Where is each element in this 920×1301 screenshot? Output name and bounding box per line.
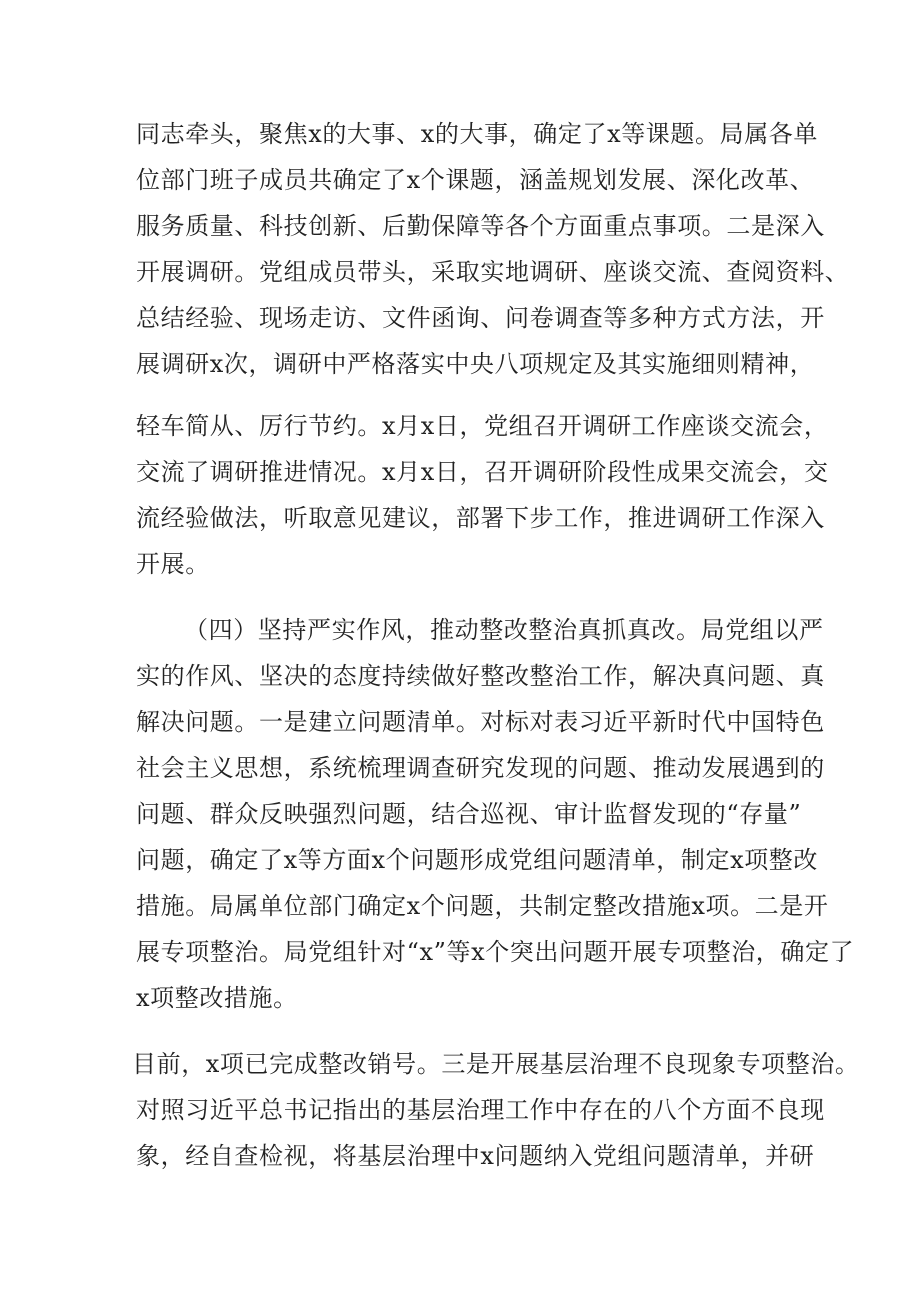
paragraph-1-line-10: 开展。	[136, 550, 210, 578]
paragraph-2-line-2: 实的作风、坚决的态度持续做好整改整治工作，解决真问题、真	[136, 662, 825, 690]
paragraph-2-line-9: x项整改措施。	[136, 984, 298, 1012]
paragraph-2-line-4: 社会主义思想，系统梳理调查研究发现的问题、推动发展遇到的	[136, 754, 825, 782]
paragraph-1-line-8: 交流了调研推进情况。x月x日，召开调研阶段性成果交流会，交	[136, 458, 829, 486]
paragraph-2-line-3: 解决问题。一是建立问题清单。对标对表习近平新时代中国特色	[136, 708, 825, 736]
paragraph-1-line-9: 流经验做法，听取意见建议，部署下步工作，推进调研工作深入	[136, 504, 825, 532]
paragraph-2-line-6: 问题，确定了x等方面x个问题形成党组问题清单，制定x项整改	[136, 846, 819, 874]
paragraph-1-line-2: 位部门班子成员共确定了x个课题，涵盖规划发展、深化改革、	[136, 166, 815, 194]
paragraph-3-line-2: 对照习近平总书记指出的基层治理工作中存在的八个方面不良现	[136, 1096, 825, 1124]
paragraph-1-line-5: 总结经验、现场走访、文件函询、问卷调查等多种方式方法，开	[136, 304, 825, 332]
paragraph-1-line-4: 开展调研。党组成员带头，采取实地调研、座谈交流、查阅资料、	[136, 258, 850, 286]
paragraph-2-line-1: （四）坚持严实作风，推动整改整治真抓真改。局党组以严	[184, 616, 824, 644]
paragraph-2-line-5: 问题、群众反映强烈问题，结合巡视、审计监督发现的“存量”	[136, 800, 802, 828]
paragraph-2-line-8: 展专项整治。局党组针对“x”等x个突出问题开展专项整治，确定了	[136, 938, 855, 966]
paragraph-1-line-7: 轻车简从、厉行节约。x月x日，党组召开调研工作座谈交流会，	[136, 412, 829, 440]
paragraph-3-line-3: 象，经自查检视，将基层治理中x问题纳入党组问题清单，并研	[136, 1142, 815, 1170]
paragraph-2-line-7: 措施。局属单位部门确定x个问题，共制定整改措施x项。二是开	[136, 892, 829, 920]
paragraph-1-line-3: 服务质量、科技创新、后勤保障等各个方面重点事项。二是深入	[136, 212, 825, 240]
paragraph-3-line-1: 目前，x项已完成整改销号。三是开展基层治理不良现象专项整治。	[132, 1050, 860, 1078]
paragraph-1-line-6: 展调研x次，调研中严格落实中央八项规定及其实施细则精神，	[136, 350, 815, 378]
paragraph-1-line-1: 同志牵头，聚焦x的大事、x的大事，确定了x等课题。局属各单	[136, 120, 819, 148]
